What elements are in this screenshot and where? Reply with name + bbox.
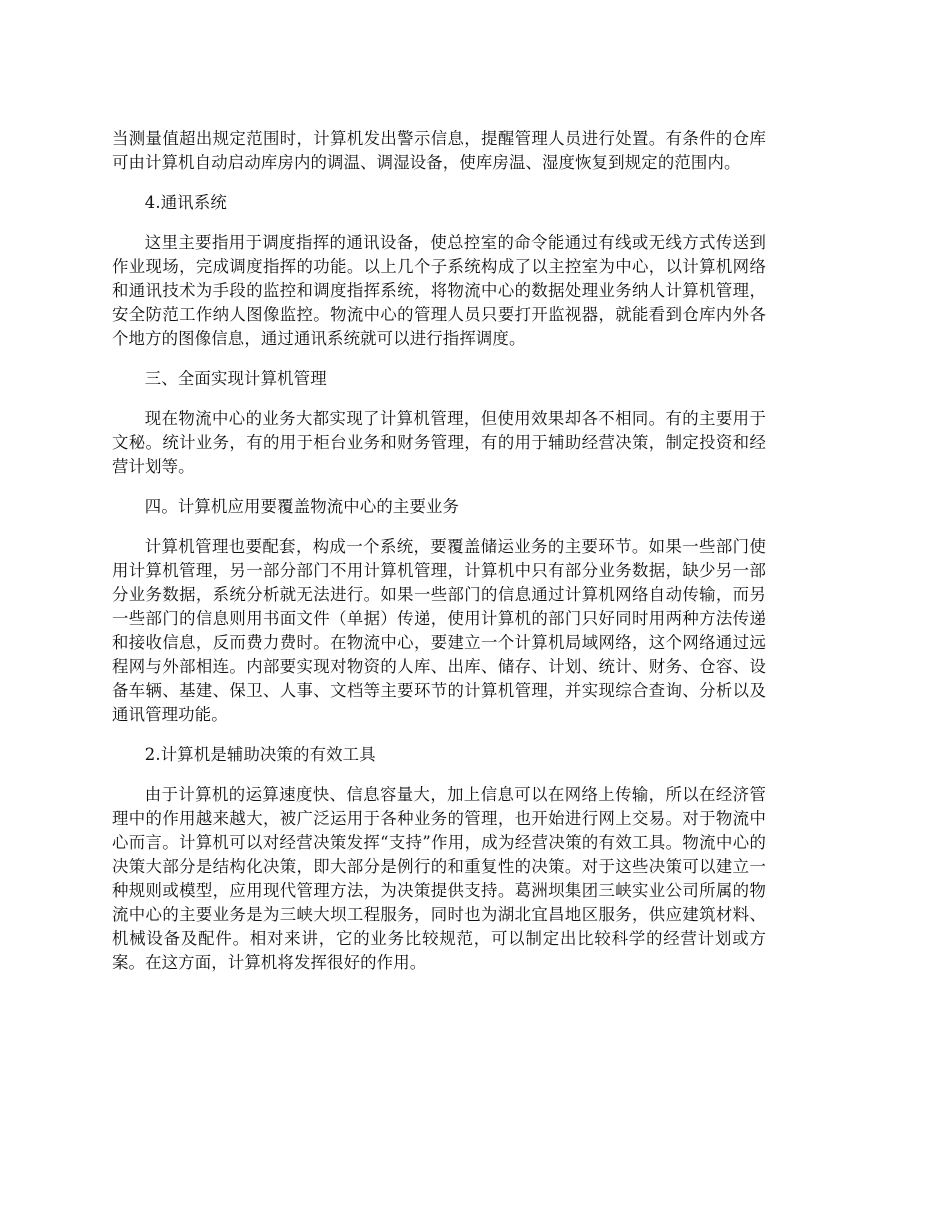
paragraph-decision-support: 由于计算机的运算速度快、信息容量大，加上信息可以在网络上传输，所以在经济管理中的作用越来越大，被广泛运用于各种业务的管理，也开始进行网上交易。对于物流中心而言。计算机可以对经营决策发挥“支持”作用，成为经营决策的有效工具。物流中心的决策大部分是结构化决策，即大部分是例行的和重复性的决策。对于这些决策可以建立一种规则或模型，应用现代管理方法，为决策提供支持。葛洲坝集团三峡实业公司所属的物流中心的主要业务是为三峡大坝工程服务，同时也为湖北宜昌地区服务，供应建筑材料、机械设备及配件。相对来讲，它的业务比较规范，可以制定出比较科学的经营计划或方案。在这方面，计算机将发挥很好的作用。 bbox=[112, 785, 766, 972]
heading-communication-system: 4.通讯系统 bbox=[144, 193, 227, 212]
paragraph-communication-system: 这里主要指用于调度指挥的通讯设备，使总控室的命令能通过有线或无线方式传送到作业现场，完成调度指挥的功能。以上几个子系统构成了以主控室为中心，以计算机网络和通讯技术为手段的监控和调度指挥系统，将物流中心的数据处理业务纳人计算机管理，安全防范工作纳人图像监控。物流中心的管理人员只要打开监视器，就能看到仓库内外各个地方的图像信息，通过通讯系统就可以进行指挥调度。 bbox=[112, 233, 766, 348]
heading-decision-support-tool: 2.计算机是辅助决策的有效工具 bbox=[144, 745, 376, 764]
document-page bbox=[112, 127, 766, 991]
paragraph-network-coverage: 计算机管理也要配套，构成一个系统，要覆盖储运业务的主要环节。如果一些部门使用计算机管理，另一部分部门不用计算机管理，计算机中只有部分业务数据，缺少另一部分业务数据，系统分析就无法进行。如果一些部门的信息通过计算机网络自动传输，而另一些部门的信息则用书面文件（单据）传递，使用计算机的部门只好同时用两种方法传递和接收信息，反而费力费时。在物流中心，要建立一个计算机局域网络，这个网络通过远程网与外部相连。内部要实现对物资的人库、出库、储存、计划、统计、财务、仓容、设备车辆、基建、保卫、人事、文档等主要环节的计算机管理，并实现综合查询、分析以及通讯管理功能。 bbox=[112, 537, 766, 724]
paragraph-current-usage: 现在物流中心的业务大都实现了计算机管理，但使用效果却各不相同。有的主要用于文秘。统计业务，有的用于柜台业务和财务管理，有的用于辅助经营决策，制定投资和经营计划等。 bbox=[112, 409, 766, 476]
heading-full-computer-management: 三、全面实现计算机管理 bbox=[144, 369, 327, 388]
heading-cover-main-business: 四。计算机应用要覆盖物流中心的主要业务 bbox=[144, 497, 460, 516]
paragraph-temperature-control: 当测量值超出规定范围时，计算机发出警示信息，提醒管理人员进行处置。有条件的仓库可由计算机自动启动库房内的调温、调湿设备，使库房温、湿度恢复到规定的范围内。 bbox=[112, 129, 766, 172]
